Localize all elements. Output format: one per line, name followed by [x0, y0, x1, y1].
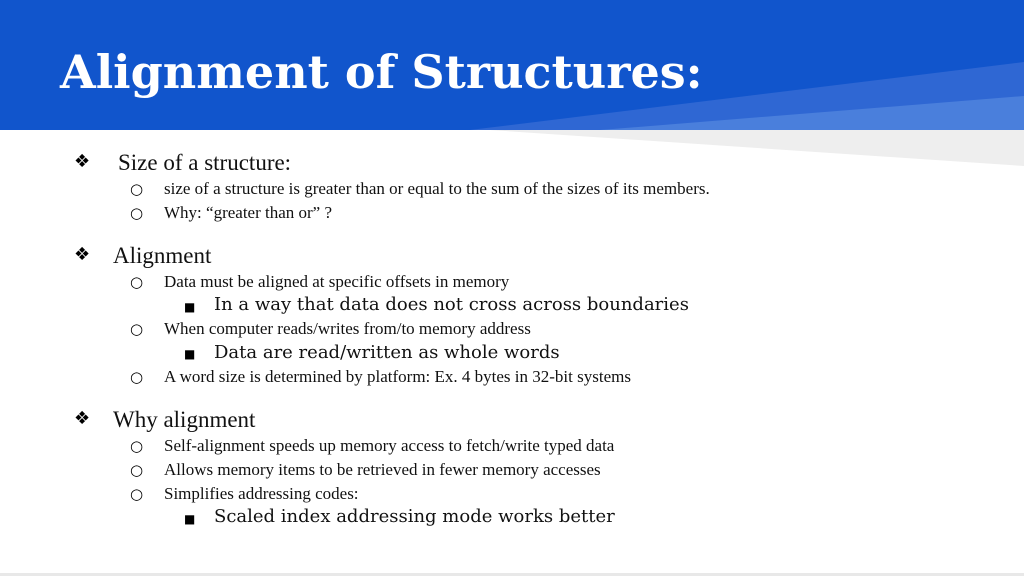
section-2-item-1-sub-1: In a way that data does not cross across boundaries: [214, 294, 689, 315]
section-2-item-1: Data must be aligned at specific offsets in memory: [164, 272, 510, 291]
section-2-label: Alignment: [113, 243, 212, 268]
section-2-item-2-sub-1-bullet: ■: [184, 347, 196, 361]
section-3-label: Why alignment: [113, 407, 256, 432]
section-3-bullet: ❖: [74, 408, 91, 429]
slide-body: [0, 130, 1024, 576]
section-1-bullet: ❖: [74, 151, 91, 172]
section-1-item-2-bullet: ○: [130, 204, 144, 222]
section-3-item-3-sub-1-bullet: ■: [184, 512, 196, 526]
section-2-item-2: When computer reads/writes from/to memory address: [164, 319, 531, 338]
section-1-item-1-bullet: ○: [130, 180, 144, 198]
section-2-item-2-bullet: ○: [130, 320, 144, 338]
section-2-item-3-bullet: ○: [130, 368, 144, 386]
section-3-item-3-bullet: ○: [130, 485, 144, 503]
section-2-item-3: A word size is determined by platform: Ex. 4 bytes in 32-bit systems: [164, 367, 631, 386]
section-3-item-1-bullet: ○: [130, 437, 144, 455]
slide-header: [0, 0, 1024, 130]
section-1-item-1: size of a structure is greater than or equal to the sum of the sizes of its members.: [164, 179, 710, 198]
section-3-item-3: Simplifies addressing codes:: [164, 484, 359, 503]
section-3-item-1: Self-alignment speeds up memory access to fetch/write typed data: [164, 436, 615, 455]
slide-title: Alignment of Structures:: [60, 45, 703, 99]
section-1-item-2: Why: “greater than or” ?: [164, 203, 333, 222]
section-2-item-2-sub-1: Data are read/written as whole words: [214, 342, 560, 363]
section-3-item-2: Allows memory items to be retrieved in fewer memory accesses: [164, 460, 601, 479]
section-2-item-1-sub-1-bullet: ■: [184, 300, 196, 314]
section-3-item-2-bullet: ○: [130, 461, 144, 479]
section-2-item-1-bullet: ○: [130, 273, 144, 291]
section-2-bullet: ❖: [74, 244, 91, 265]
section-1-label: Size of a structure:: [118, 150, 292, 175]
section-3-item-3-sub-1: Scaled index addressing mode works better: [214, 506, 615, 527]
